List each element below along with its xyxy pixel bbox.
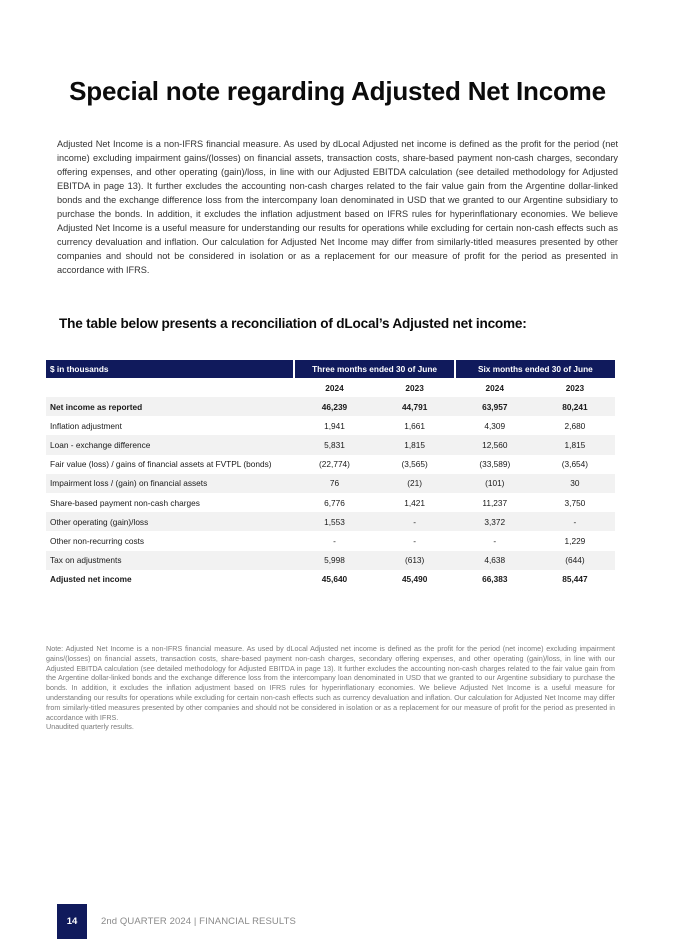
cell-value: 3,750	[564, 497, 586, 508]
cell-value: (613)	[375, 551, 455, 570]
footnote	[46, 644, 615, 732]
table-row	[46, 474, 615, 493]
cell-value: 1,661	[404, 420, 426, 431]
years-spacer	[46, 378, 294, 397]
year-header: 2024	[325, 382, 344, 393]
cell-value: (33,589)	[479, 459, 511, 470]
row-label: Other non-recurring costs	[50, 535, 145, 546]
intro-paragraph: Adjusted Net Income is a non-IFRS financial measure. As used by dLocal Adjusted net income is defined as the profit for the period (net income) excluding impairment gains/(losses) on financial assets, transaction costs, share-based payment non-cash charges, secondary offering expenses, and other operating (gain)/loss, in line with our Adjusted EBITDA calculation (see detailed methodology for Adjusted EBITDA in page 13). It further excludes the accounting non-cash charges related to the fair value gain from the Argentine dollar-linked bonds and the exchange difference loss from the intercompany loan denominated in USD that we granted to our Argentine subsidiary to purchase the bonds. In addition, it excludes the inflation adjustment based on IFRS rules for hyperinflationary economies. We believe Adjusted Net Income is a useful measure for understanding our results for operations while excluding for certain non-cash effects such as currency devaluation and inflation. Our calculation for Adjusted Net Income may differ from similarly-titled measures presented by other companies and should not be considered in isolation or as a replacement for our measure of profit for the period as presented in accordance with IFRS.	[57, 139, 618, 275]
reconciliation-table	[46, 360, 615, 589]
cell-value: 85,447	[562, 574, 588, 585]
cell-value: 11,237	[482, 497, 508, 508]
cell-value: -	[493, 535, 497, 546]
cell-value: -	[333, 535, 336, 546]
cell-value: 1,421	[404, 497, 426, 508]
cell-value: -	[375, 512, 455, 531]
cell-value: 44,791	[375, 397, 455, 416]
footnote-text: Note: Adjusted Net Income is a non-IFRS financial measure. As used by dLocal Adjusted net income is defined as the profit for the period (net income) excluding impairment gains/(losses) on financial assets, transaction costs, share-based payment non-cash charges, secondary offering expenses, and other operating (gain)/loss, in line with our Adjusted EBITDA calculation (see detailed methodology for Adjusted EBITDA in page 13). It further excludes the accounting non-cash charges related to the fair value gain from the Argentine dollar-linked bonds and the exchange difference loss from the intercompany loan denominated in USD that we granted to our Argentine subsidiary to purchase the bonds. In addition, it excludes the inflation adjustment based on IFRS rules for hyperinflationary economies. We believe Adjusted Net Income is a useful measure for understanding our results for operations while excluding for certain non-cash effects such as currency devaluation and inflation. Our calculation for Adjusted Net Income may differ from similarly-titled measures presented by other companies and should not be considered in isolation or as a replacement for our measure of profit for the period as presented in accordance with IFRS.	[46, 644, 615, 722]
table-row	[46, 397, 615, 416]
row-label: Tax on adjustments	[46, 551, 294, 570]
table-years-row	[46, 378, 615, 397]
row-label: Share-based payment non-cash charges	[50, 497, 200, 508]
table-row-total	[46, 570, 615, 589]
table-subheading: The table below presents a reconciliation of dLocal’s Adjusted net income:	[59, 316, 527, 331]
table-header-row	[46, 360, 615, 378]
table-row	[46, 512, 615, 531]
cell-value: 4,309	[484, 420, 506, 431]
page-number: 14	[66, 916, 78, 927]
cell-value: (3,654)	[561, 459, 589, 470]
table-row	[46, 416, 615, 435]
cell-value: 80,241	[535, 397, 615, 416]
table-row	[46, 455, 615, 474]
footer-caption: 2nd QUARTER 2024 | FINANCIAL RESULTS	[101, 916, 296, 927]
cell-value: (3,565)	[401, 459, 428, 470]
cell-value: 1,815	[375, 435, 455, 454]
cell-value: 5,998	[294, 551, 374, 570]
cell-value: -	[413, 535, 417, 546]
cell-value: 45,490	[401, 574, 428, 585]
row-label: Fair value (loss) / gains of financial assets at FVTPL (bonds)	[50, 459, 272, 470]
cell-value: 4,638	[455, 551, 535, 570]
header-three-months: Three months ended 30 of June	[294, 360, 454, 378]
cell-value: 66,383	[482, 574, 508, 585]
year-header: 2023	[565, 382, 585, 393]
cell-value: 1,229	[564, 535, 586, 546]
cell-value: 2,680	[564, 420, 586, 431]
table-row	[46, 435, 615, 454]
cell-value: (644)	[535, 551, 615, 570]
cell-value: 12,560	[455, 435, 535, 454]
cell-value: 63,957	[455, 397, 535, 416]
cell-value: -	[535, 512, 615, 531]
cell-value: 1,941	[324, 420, 345, 431]
table-row	[46, 493, 615, 512]
row-label: Adjusted net income	[50, 574, 132, 585]
cell-value: 1,553	[294, 512, 374, 531]
row-label: Net income as reported	[46, 397, 294, 416]
cell-value: (101)	[455, 474, 535, 493]
row-label: Other operating (gain)/loss	[46, 512, 294, 531]
page-number-badge	[57, 904, 87, 939]
year-header: 2024	[485, 382, 504, 393]
cell-value: 6,776	[324, 497, 345, 508]
cell-value: 3,372	[455, 512, 535, 531]
footnote-unaudited: Unaudited quarterly results.	[46, 722, 134, 732]
cell-value: 30	[535, 474, 615, 493]
cell-value: 46,239	[294, 397, 374, 416]
table-row	[46, 551, 615, 570]
page-title: Special note regarding Adjusted Net Income	[69, 76, 606, 106]
cell-value: (21)	[375, 474, 455, 493]
cell-value: 45,640	[321, 574, 348, 585]
table-row	[46, 531, 615, 550]
cell-value: (22,774)	[319, 459, 350, 470]
row-label: Inflation adjustment	[50, 420, 122, 431]
year-header: 2023	[405, 382, 424, 393]
cell-value: 1,815	[535, 435, 615, 454]
row-label: Loan - exchange difference	[46, 435, 294, 454]
unit-header: $ in thousands	[46, 360, 294, 378]
header-six-months: Six months ended 30 of June	[455, 360, 615, 378]
row-label: Impairment loss / (gain) on financial assets	[46, 474, 294, 493]
cell-value: 76	[294, 474, 374, 493]
cell-value: 5,831	[294, 435, 374, 454]
